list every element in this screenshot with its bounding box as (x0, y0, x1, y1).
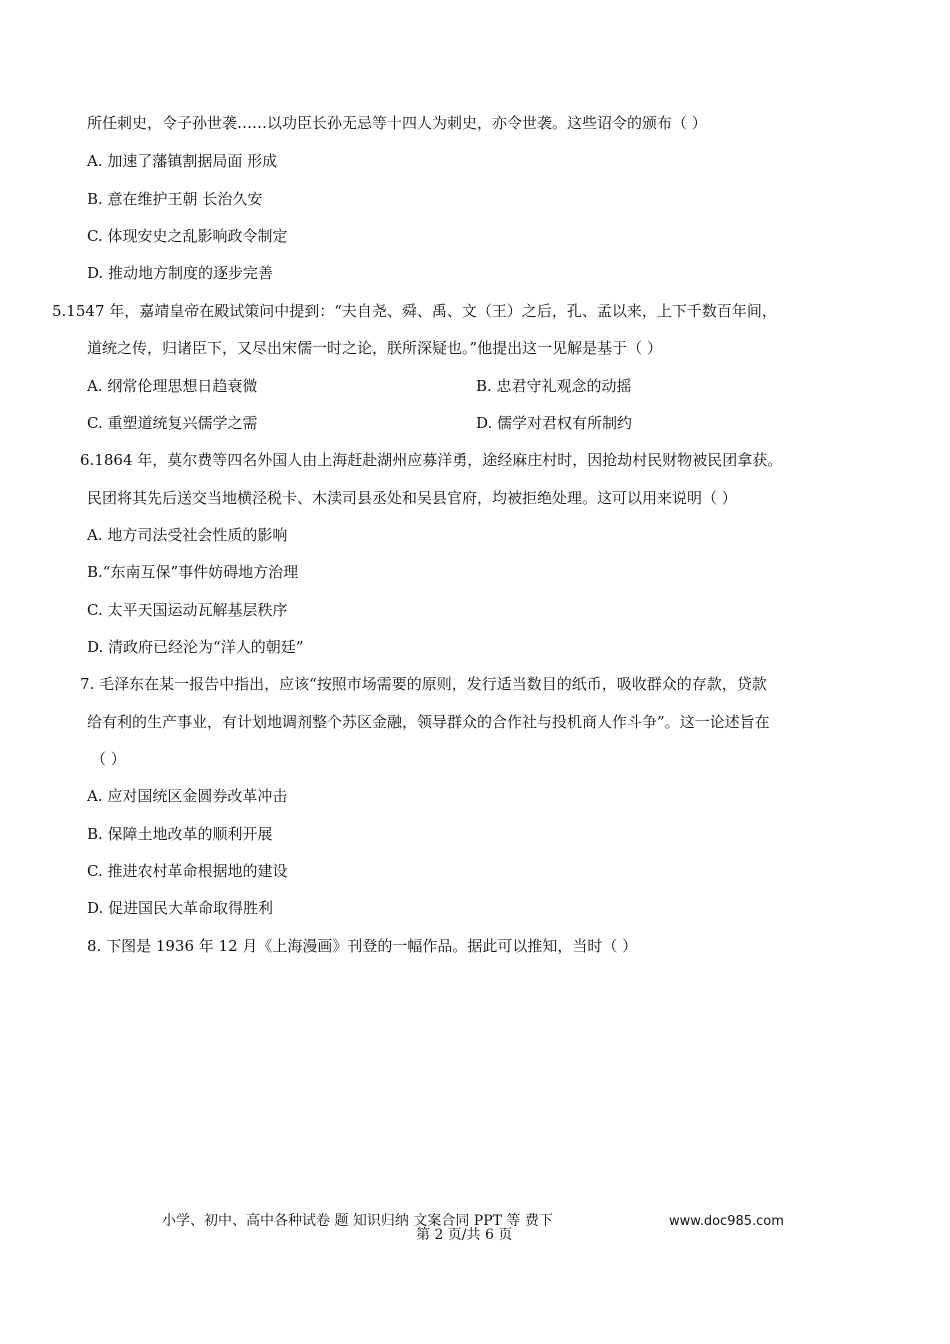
q5-option-c: C. 重塑道统复兴儒学之需 (87, 414, 258, 432)
q4-stem-tail: 所任刺史，令子孙世袭……以功臣长孙无忌等十四人为刺史，亦令世袭。这些诏令的颁布（ ） (87, 114, 707, 132)
q7-stem-line1: 7. 毛泽东在某一报告中指出，应该“按照市场需要的原则，发行适当数目的纸币，吸收群众的存款，贷款 (80, 675, 767, 693)
q6-option-c: C. 太平天国运动瓦解基层秩序 (87, 601, 288, 619)
q6-option-a: A. 地方司法受社会性质的影响 (87, 526, 288, 544)
q8-stem: 8. 下图是 1936 年 12 月《上海漫画》刊登的一幅作品。据此可以推知，当时（ ） (87, 937, 638, 955)
q4-option-b: B. 意在维护王朝 长治久安 (87, 190, 263, 208)
q7-stem-line2: 给有利的生产事业，有计划地调剂整个苏区金融，领导群众的合作社与投机商人作斗争”。这一论述旨在 (87, 713, 770, 731)
q5-option-b: B. 忠君守礼观念的动摇 (476, 377, 632, 395)
q6-option-b: B.“东南互保”事件妨碍地方治理 (87, 563, 299, 581)
q4-option-a: A. 加速了藩镇割据局面 形成 (87, 152, 278, 170)
q6-stem-line1: 6.1864 年，莫尔费等四名外国人由上海赶赴湖州应募洋勇，途经麻庄村时，因抢劫村民财物被民团拿获。 (80, 451, 783, 469)
q7-stem-line3: （ ） (91, 750, 126, 768)
q4-option-c: C. 体现安史之乱影响政令制定 (87, 227, 288, 245)
q4-option-d: D. 推动地方制度的逐步完善 (87, 264, 274, 282)
q5-stem-line1: 5.1547 年，嘉靖皇帝在殿试策问中提到：“夫自尧、舜、禹、文（王）之后，孔、孟以来，上下千数百年间， (52, 302, 777, 320)
q6-stem-line2: 民团将其先后送交当地横泾税卡、木渎司县丞处和吴县官府，均被拒绝处理。这可以用来说明（ ） (87, 489, 737, 507)
q7-option-c: C. 推进农村革命根据地的建设 (87, 862, 288, 880)
page-number: 第 2 页/共 6 页 (416, 1227, 513, 1243)
q5-option-a: A. 纲常伦理思想日趋衰微 (87, 377, 258, 395)
q5-stem-line2: 道统之传，归诸臣下，又尽出宋儒一时之论，朕所深疑也。”他提出这一见解是基于（ ） (87, 339, 662, 357)
footer-promo-text: 小学、初中、高中各种试卷 题 知识归纳 文案合同 PPT 等 费下 (162, 1213, 553, 1229)
footer-url: www.doc985.com (669, 1214, 784, 1229)
q7-option-d: D. 促进国民大革命取得胜利 (87, 899, 274, 917)
q6-option-d: D. 清政府已经沦为“洋人的朝廷” (87, 638, 304, 656)
q7-option-a: A. 应对国统区金圆券改革冲击 (87, 787, 288, 805)
q7-option-b: B. 保障土地改革的顺利开展 (87, 825, 273, 843)
q5-option-d: D. 儒学对君权有所制约 (476, 414, 633, 432)
